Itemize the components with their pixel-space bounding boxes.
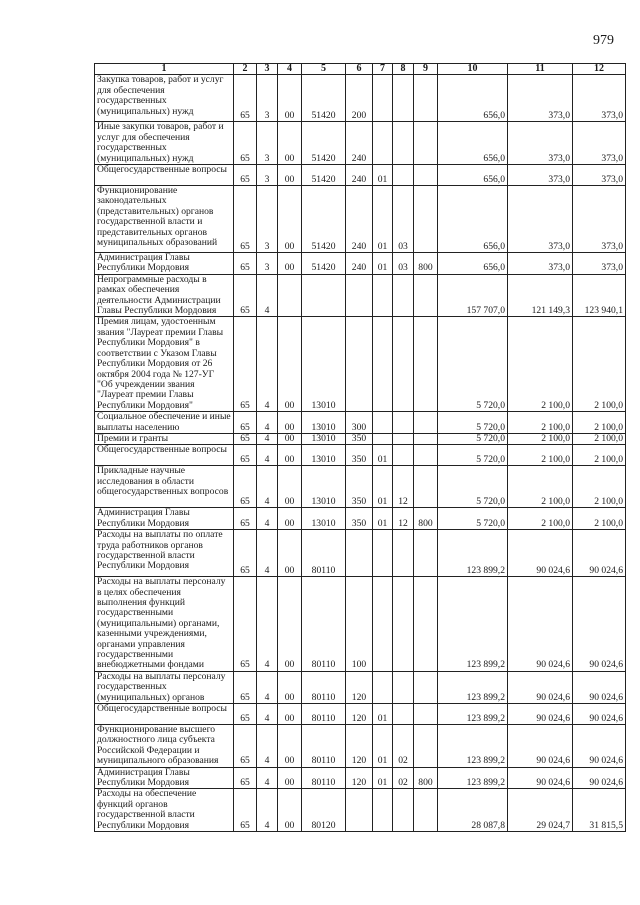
col10-value: 123 899,2	[438, 767, 508, 789]
col12-value: 2 100,0	[573, 508, 626, 530]
col2-value: 65	[234, 704, 257, 725]
col5-value: 80110	[302, 530, 346, 577]
col8-value	[393, 789, 414, 832]
col9-value	[414, 75, 438, 122]
column-header: 12	[573, 64, 626, 75]
col3-value: 4	[257, 725, 278, 768]
col3-value: 4	[257, 767, 278, 789]
col2-value: 65	[234, 725, 257, 768]
col10-value: 123 899,2	[438, 530, 508, 577]
col8-value	[393, 704, 414, 725]
col3-value: 4	[257, 412, 278, 434]
table-row	[95, 445, 626, 466]
col8-value	[393, 445, 414, 466]
column-header: 6	[346, 64, 373, 75]
col10-value: 656,0	[438, 75, 508, 122]
col11-value: 90 024,6	[508, 725, 573, 768]
col12-value: 90 024,6	[573, 671, 626, 703]
table-row	[95, 186, 626, 253]
col7-value	[373, 317, 393, 412]
col5-value	[302, 274, 346, 317]
col4-value	[278, 274, 302, 317]
col3-value: 4	[257, 530, 278, 577]
column-header: 7	[373, 64, 393, 75]
col5-value: 13010	[302, 317, 346, 412]
col4-value: 00	[278, 704, 302, 725]
col7-value: 01	[373, 508, 393, 530]
col3-value: 4	[257, 671, 278, 703]
col8-value	[393, 412, 414, 434]
col6-value: 350	[346, 445, 373, 466]
col8-value: 12	[393, 508, 414, 530]
col11-value: 2 100,0	[508, 317, 573, 412]
col12-value: 90 024,6	[573, 530, 626, 577]
col7-value: 01	[373, 725, 393, 768]
col8-value	[393, 165, 414, 186]
col5-value: 13010	[302, 412, 346, 434]
col11-value: 90 024,6	[508, 767, 573, 789]
row-name: Администрация Главы Республики Мордовия	[95, 508, 234, 530]
col9-value	[414, 530, 438, 577]
col12-value: 90 024,6	[573, 704, 626, 725]
table-body	[95, 75, 626, 832]
col9-value	[414, 577, 438, 672]
col11-value: 29 024,7	[508, 789, 573, 832]
col8-value: 03	[393, 253, 414, 275]
col5-value: 51420	[302, 75, 346, 122]
col3-value: 3	[257, 75, 278, 122]
col3-value: 4	[257, 445, 278, 466]
col11-value: 90 024,6	[508, 704, 573, 725]
row-name: Прикладные научные исследования в области общегосударственных вопросов	[95, 466, 234, 508]
col11-value: 2 100,0	[508, 412, 573, 434]
col11-value: 373,0	[508, 75, 573, 122]
col8-value	[393, 577, 414, 672]
col4-value: 00	[278, 412, 302, 434]
table-row	[95, 577, 626, 672]
col6-value: 350	[346, 433, 373, 444]
col11-value: 2 100,0	[508, 466, 573, 508]
col3-value: 4	[257, 317, 278, 412]
col6-value	[346, 789, 373, 832]
col12-value: 90 024,6	[573, 725, 626, 768]
col10-value: 123 899,2	[438, 671, 508, 703]
col4-value: 00	[278, 122, 302, 165]
col12-value: 31 815,5	[573, 789, 626, 832]
col4-value: 00	[278, 433, 302, 444]
col4-value: 00	[278, 317, 302, 412]
col5-value: 51420	[302, 253, 346, 275]
col4-value: 00	[278, 186, 302, 253]
col6-value: 200	[346, 75, 373, 122]
col7-value: 01	[373, 253, 393, 275]
col12-value: 2 100,0	[573, 412, 626, 434]
col8-value	[393, 75, 414, 122]
col3-value: 4	[257, 704, 278, 725]
col9-value	[414, 725, 438, 768]
col5-value: 80110	[302, 704, 346, 725]
col7-value: 01	[373, 466, 393, 508]
col9-value	[414, 317, 438, 412]
table-row	[95, 165, 626, 186]
col7-value	[373, 671, 393, 703]
col7-value	[373, 274, 393, 317]
col9-value	[414, 122, 438, 165]
col9-value: 800	[414, 508, 438, 530]
col2-value: 65	[234, 122, 257, 165]
col7-value	[373, 577, 393, 672]
table-row	[95, 253, 626, 275]
col10-value: 5 720,0	[438, 466, 508, 508]
col7-value	[373, 122, 393, 165]
col6-value	[346, 274, 373, 317]
col6-value	[346, 530, 373, 577]
col4-value: 00	[278, 671, 302, 703]
col9-value: 800	[414, 767, 438, 789]
column-header: 11	[508, 64, 573, 75]
col2-value: 65	[234, 671, 257, 703]
col3-value: 4	[257, 466, 278, 508]
col2-value: 65	[234, 530, 257, 577]
col3-value: 4	[257, 433, 278, 444]
col6-value: 300	[346, 412, 373, 434]
col10-value: 5 720,0	[438, 412, 508, 434]
table-row	[95, 317, 626, 412]
column-header: 9	[414, 64, 438, 75]
col9-value	[414, 433, 438, 444]
col3-value: 3	[257, 253, 278, 275]
col4-value: 00	[278, 725, 302, 768]
col11-value: 90 024,6	[508, 530, 573, 577]
column-header: 5	[302, 64, 346, 75]
row-name: Функционирование законодательных (представительных) органов государственной власти и представительных органов муниципальных образований	[95, 186, 234, 253]
col5-value: 13010	[302, 433, 346, 444]
col9-value	[414, 789, 438, 832]
column-header: 2	[234, 64, 257, 75]
col3-value: 4	[257, 274, 278, 317]
col8-value	[393, 433, 414, 444]
table-row	[95, 725, 626, 768]
table-row	[95, 274, 626, 317]
col2-value: 65	[234, 577, 257, 672]
col5-value: 13010	[302, 445, 346, 466]
col10-value: 123 899,2	[438, 704, 508, 725]
col2-value: 65	[234, 508, 257, 530]
col11-value: 373,0	[508, 122, 573, 165]
table-row	[95, 704, 626, 725]
col9-value	[414, 445, 438, 466]
col11-value: 2 100,0	[508, 508, 573, 530]
column-header: 8	[393, 64, 414, 75]
col2-value: 65	[234, 75, 257, 122]
col8-value	[393, 317, 414, 412]
col5-value: 51420	[302, 122, 346, 165]
col5-value: 51420	[302, 186, 346, 253]
col11-value: 90 024,6	[508, 671, 573, 703]
col10-value: 28 087,8	[438, 789, 508, 832]
row-name: Расходы на обеспечение функций органов государственной власти Республики Мордовия	[95, 789, 234, 832]
col2-value: 65	[234, 445, 257, 466]
col10-value: 123 899,2	[438, 577, 508, 672]
col7-value: 01	[373, 767, 393, 789]
col2-value: 65	[234, 789, 257, 832]
col12-value: 373,0	[573, 186, 626, 253]
col7-value	[373, 75, 393, 122]
col10-value: 5 720,0	[438, 445, 508, 466]
col3-value: 4	[257, 789, 278, 832]
col7-value: 01	[373, 186, 393, 253]
table-row	[95, 767, 626, 789]
row-name: Расходы на выплаты персоналу государственных (муниципальных) органов	[95, 671, 234, 703]
col6-value: 120	[346, 671, 373, 703]
row-name: Общегосударственные вопросы	[95, 165, 234, 186]
col6-value: 120	[346, 704, 373, 725]
table-row	[95, 433, 626, 444]
table-row	[95, 75, 626, 122]
header-row	[95, 64, 626, 75]
col8-value: 03	[393, 186, 414, 253]
column-header: 1	[95, 64, 234, 75]
row-name: Премия лицам, удостоенным звания "Лауреат премии Главы Республики Мордовия" в соответствии с Указом Главы Республики Мордовия от 26 октября 2004 года № 127-УГ "Об учреждении звания "Лауреат премии Главы Республики Мордовия"	[95, 317, 234, 412]
col5-value: 80110	[302, 725, 346, 768]
col4-value: 00	[278, 767, 302, 789]
col3-value: 3	[257, 122, 278, 165]
col3-value: 3	[257, 186, 278, 253]
col9-value	[414, 412, 438, 434]
col10-value: 5 720,0	[438, 508, 508, 530]
col7-value: 01	[373, 165, 393, 186]
col12-value: 373,0	[573, 75, 626, 122]
col8-value: 02	[393, 767, 414, 789]
col2-value: 65	[234, 767, 257, 789]
col12-value: 373,0	[573, 165, 626, 186]
col12-value: 2 100,0	[573, 317, 626, 412]
col7-value	[373, 433, 393, 444]
col9-value: 800	[414, 253, 438, 275]
table-row	[95, 789, 626, 832]
col3-value: 4	[257, 577, 278, 672]
col10-value: 5 720,0	[438, 433, 508, 444]
col12-value: 90 024,6	[573, 767, 626, 789]
col11-value: 373,0	[508, 165, 573, 186]
col7-value: 01	[373, 445, 393, 466]
col5-value: 80110	[302, 577, 346, 672]
col10-value: 656,0	[438, 186, 508, 253]
row-name: Общегосударственные вопросы	[95, 445, 234, 466]
col11-value: 2 100,0	[508, 445, 573, 466]
col6-value: 120	[346, 767, 373, 789]
col6-value: 240	[346, 253, 373, 275]
col6-value: 100	[346, 577, 373, 672]
page-number: 979	[593, 33, 614, 48]
col7-value: 01	[373, 704, 393, 725]
col8-value: 02	[393, 725, 414, 768]
col4-value: 00	[278, 165, 302, 186]
row-name: Социальное обеспечение и иные выплаты населению	[95, 412, 234, 434]
col10-value: 5 720,0	[438, 317, 508, 412]
col9-value	[414, 466, 438, 508]
col5-value: 80110	[302, 767, 346, 789]
col8-value	[393, 274, 414, 317]
col11-value: 90 024,6	[508, 577, 573, 672]
col12-value: 2 100,0	[573, 445, 626, 466]
col4-value: 00	[278, 75, 302, 122]
row-name: Премии и гранты	[95, 433, 234, 444]
budget-table	[94, 63, 626, 832]
column-header: 4	[278, 64, 302, 75]
col7-value	[373, 412, 393, 434]
col11-value: 121 149,3	[508, 274, 573, 317]
col3-value: 4	[257, 508, 278, 530]
col9-value	[414, 165, 438, 186]
col11-value: 373,0	[508, 253, 573, 275]
col2-value: 65	[234, 433, 257, 444]
col10-value: 656,0	[438, 165, 508, 186]
col5-value: 51420	[302, 165, 346, 186]
col12-value: 2 100,0	[573, 433, 626, 444]
col7-value	[373, 530, 393, 577]
col4-value: 00	[278, 530, 302, 577]
col2-value: 65	[234, 186, 257, 253]
col3-value: 3	[257, 165, 278, 186]
row-name: Иные закупки товаров, работ и услуг для обеспечения государственных (муниципальных) нужд	[95, 122, 234, 165]
col7-value	[373, 789, 393, 832]
table-row	[95, 508, 626, 530]
row-name: Закупка товаров, работ и услуг для обеспечения государственных (муниципальных) нужд	[95, 75, 234, 122]
row-name: Администрация Главы Республики Мордовия	[95, 253, 234, 275]
col2-value: 65	[234, 466, 257, 508]
col5-value: 13010	[302, 508, 346, 530]
table-row	[95, 671, 626, 703]
col4-value: 00	[278, 789, 302, 832]
col8-value	[393, 671, 414, 703]
col6-value: 240	[346, 122, 373, 165]
row-name: Функционирование высшего должностного лица субъекта Российской Федерации и муниципального образования	[95, 725, 234, 768]
col12-value: 90 024,6	[573, 577, 626, 672]
column-header: 10	[438, 64, 508, 75]
table-row	[95, 412, 626, 434]
col8-value	[393, 530, 414, 577]
col2-value: 65	[234, 253, 257, 275]
col5-value: 80120	[302, 789, 346, 832]
col12-value: 373,0	[573, 122, 626, 165]
col9-value	[414, 186, 438, 253]
row-name: Администрация Главы Республики Мордовия	[95, 767, 234, 789]
column-header: 3	[257, 64, 278, 75]
table-row	[95, 466, 626, 508]
col6-value: 240	[346, 165, 373, 186]
col11-value: 2 100,0	[508, 433, 573, 444]
col5-value: 13010	[302, 466, 346, 508]
col6-value: 350	[346, 466, 373, 508]
col2-value: 65	[234, 274, 257, 317]
col12-value: 2 100,0	[573, 466, 626, 508]
col4-value: 00	[278, 577, 302, 672]
col9-value	[414, 704, 438, 725]
row-name: Общегосударственные вопросы	[95, 704, 234, 725]
table-row	[95, 530, 626, 577]
col6-value	[346, 317, 373, 412]
col10-value: 157 707,0	[438, 274, 508, 317]
col10-value: 123 899,2	[438, 725, 508, 768]
col12-value: 123 940,1	[573, 274, 626, 317]
col2-value: 65	[234, 317, 257, 412]
table-row	[95, 122, 626, 165]
col2-value: 65	[234, 165, 257, 186]
col8-value: 12	[393, 466, 414, 508]
col9-value	[414, 274, 438, 317]
col4-value: 00	[278, 466, 302, 508]
col6-value: 350	[346, 508, 373, 530]
col4-value: 00	[278, 445, 302, 466]
col10-value: 656,0	[438, 253, 508, 275]
col6-value: 120	[346, 725, 373, 768]
col5-value: 80110	[302, 671, 346, 703]
row-name: Расходы на выплаты по оплате труда работников органов государственной власти Республики Мордовия	[95, 530, 234, 577]
col11-value: 373,0	[508, 186, 573, 253]
col9-value	[414, 671, 438, 703]
col4-value: 00	[278, 253, 302, 275]
col2-value: 65	[234, 412, 257, 434]
col12-value: 373,0	[573, 253, 626, 275]
col10-value: 656,0	[438, 122, 508, 165]
row-name: Непрограммные расходы в рамках обеспечения деятельности Администрации Главы Республики Мордовия	[95, 274, 234, 317]
col8-value	[393, 122, 414, 165]
col6-value: 240	[346, 186, 373, 253]
row-name: Расходы на выплаты персоналу в целях обеспечения выполнения функций государственными (муниципальными) органами, казенными учреждениями, органами управления государственными внебюджетными фондами	[95, 577, 234, 672]
col4-value: 00	[278, 508, 302, 530]
